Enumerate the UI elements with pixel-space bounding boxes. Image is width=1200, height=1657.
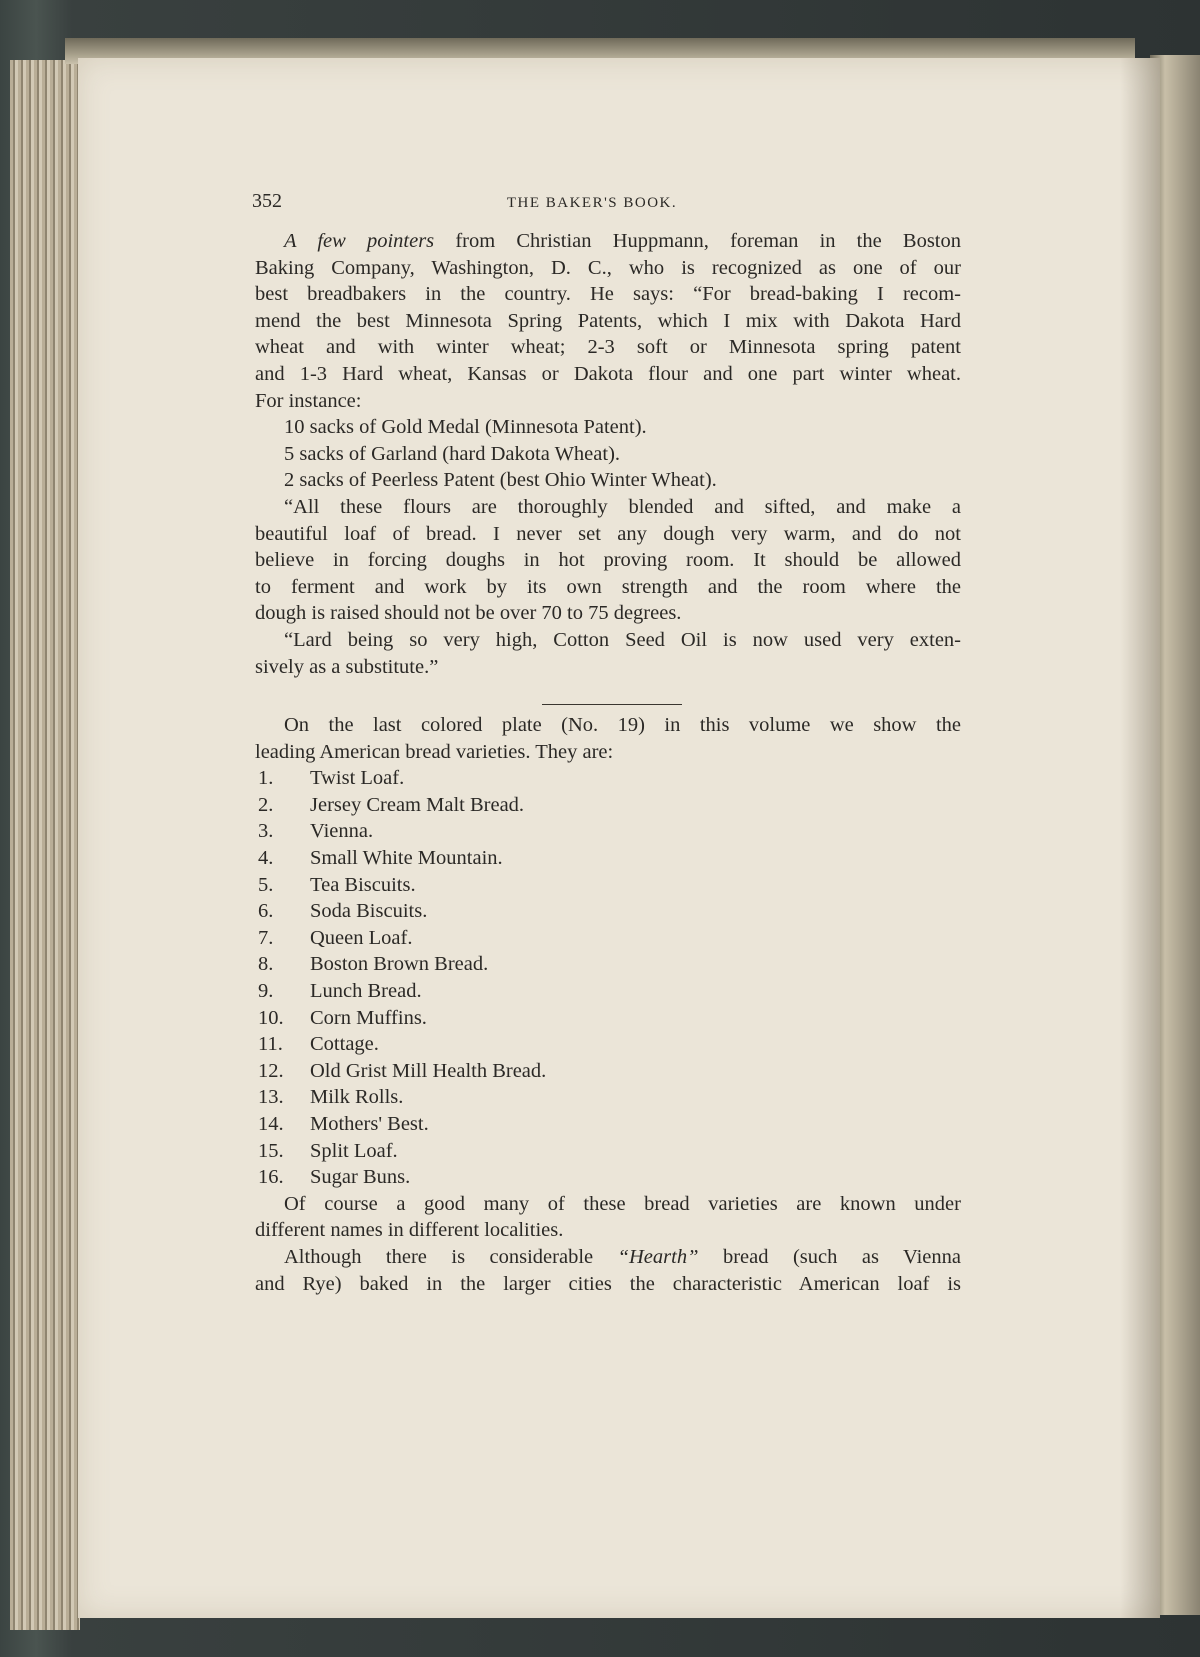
text-segment: sively as a substitute.” [255, 655, 439, 678]
bread-variety: Old Grist Mill Health Bread. [310, 1059, 547, 1082]
text-segment: beautiful loaf of bread. I never set any dough very warm, and do not [255, 522, 961, 545]
paragraph-line [255, 741, 961, 764]
paragraph-line [255, 602, 961, 625]
text-segment: On the last colored plate (No. 19) in this volume we show the [284, 714, 961, 736]
list-item [258, 1007, 964, 1030]
paragraph-line [284, 230, 961, 253]
text-segment: wheat and with winter wheat; 2-3 soft or Minnesota spring patent [255, 336, 961, 359]
paragraph-line [255, 1219, 961, 1242]
list-item [258, 1166, 964, 1189]
bread-variety: Queen Loaf. [310, 926, 413, 949]
text-segment: bread (such as Vienna [698, 1246, 961, 1268]
text-segment: dough is raised should not be over 70 to 75 degrees. [255, 602, 682, 625]
list-item [258, 980, 964, 1003]
text-segment: from Christian Huppmann, foreman in the Boston [434, 230, 961, 252]
paragraph-line [255, 363, 961, 386]
list-number: 13. [258, 1086, 284, 1109]
text-segment: Baking Company, Washington, D. C., who is recognized as one of our [255, 256, 961, 279]
text-segment: 5 sacks of Garland (hard Dakota Wheat). [284, 442, 621, 465]
text-segment: Of course a good many of these bread varieties are known under [284, 1192, 961, 1215]
paragraph-line [255, 656, 961, 679]
italic-text: “Hearth” [617, 1246, 699, 1268]
list-item [258, 874, 964, 897]
list-item [258, 847, 964, 870]
text-segment: best breadbakers in the country. He says: “For bread-baking I recom- [255, 283, 961, 306]
bread-variety: Soda Biscuits. [310, 900, 428, 923]
text-segment: and 1-3 Hard wheat, Kansas or Dakota flour and one part winter wheat. [255, 363, 961, 385]
section-divider [542, 704, 682, 705]
bread-variety: Split Loaf. [310, 1139, 398, 1162]
paragraph-line [255, 523, 961, 546]
list-number: 15. [258, 1139, 284, 1162]
bread-variety: Twist Loaf. [310, 767, 405, 790]
list-number: 7. [258, 926, 274, 949]
list-item [258, 1140, 964, 1163]
text-segment: 10 sacks of Gold Medal (Minnesota Patent). [284, 416, 647, 439]
paragraph-line [255, 310, 961, 333]
paragraph-line [284, 1193, 961, 1216]
paragraph-line [284, 1246, 961, 1269]
list-number: 1. [258, 767, 274, 790]
paragraph-line [284, 469, 961, 492]
list-number: 12. [258, 1059, 284, 1082]
paragraph-line [255, 576, 961, 599]
list-item [258, 1060, 964, 1083]
text-segment: 2 sacks of Peerless Patent (best Ohio Winter Wheat). [284, 469, 717, 492]
list-item [258, 794, 964, 817]
list-number: 8. [258, 953, 274, 976]
text-segment: to ferment and work by its own strength and the room where the [255, 575, 961, 598]
list-number: 10. [258, 1006, 284, 1029]
list-item [258, 953, 964, 976]
bread-variety: Jersey Cream Malt Bread. [310, 793, 525, 816]
paragraph-line [255, 257, 961, 280]
paragraph-line [284, 443, 961, 466]
list-number: 9. [258, 980, 274, 1002]
bread-variety: Lunch Bread. [310, 980, 422, 1002]
bread-variety: Vienna. [310, 820, 374, 843]
book-page [78, 58, 1160, 1618]
running-title: THE BAKER'S BOOK. [506, 195, 678, 211]
list-number: 2. [258, 793, 274, 816]
paragraph-line [284, 714, 961, 737]
list-number: 6. [258, 900, 274, 923]
text-segment: Although there is considerable [284, 1246, 618, 1268]
text-segment: “Lard being so very high, Cotton Seed Oil is now used very exten- [284, 629, 961, 651]
text-segment: and Rye) baked in the larger cities the characteristic American loaf is [255, 1272, 961, 1295]
paragraph-line [255, 283, 961, 306]
list-item [258, 927, 964, 950]
gutter-shadow [1120, 58, 1160, 1618]
paragraph-line [255, 390, 961, 413]
list-number: 4. [258, 847, 274, 869]
list-number: 5. [258, 873, 274, 896]
bread-variety: Tea Biscuits. [310, 873, 416, 896]
paragraph-line [284, 496, 961, 519]
paragraph-line [284, 629, 961, 652]
bread-variety: Milk Rolls. [310, 1086, 404, 1109]
list-item [258, 1113, 964, 1136]
list-item [258, 1033, 964, 1056]
paragraph-line [255, 336, 961, 359]
page-number: 352 [252, 190, 282, 212]
bread-variety: Small White Mountain. [310, 847, 503, 869]
bread-variety: Sugar Buns. [310, 1166, 411, 1189]
list-item [258, 767, 964, 790]
bread-variety: Corn Muffins. [310, 1006, 427, 1029]
paragraph-line [284, 416, 961, 439]
paragraph-line [255, 1273, 961, 1296]
list-number: 16. [258, 1166, 284, 1189]
list-item [258, 820, 964, 843]
text-segment: For instance: [255, 389, 362, 412]
bread-variety: Boston Brown Bread. [310, 953, 489, 976]
bread-variety: Mothers' Best. [310, 1113, 429, 1135]
text-segment: different names in different localities. [255, 1219, 564, 1242]
list-item [258, 900, 964, 923]
text-segment: “All these flours are thoroughly blended and sifted, and make a [284, 496, 961, 518]
list-number: 14. [258, 1113, 284, 1135]
page-header [252, 190, 962, 218]
text-segment: leading American bread varieties. They are: [255, 740, 614, 763]
list-number: 11. [258, 1033, 283, 1056]
list-item [258, 1086, 964, 1109]
italic-text: A few pointers [284, 230, 435, 252]
list-number: 3. [258, 820, 274, 843]
text-segment: believe in forcing doughs in hot proving room. It should be allowed [255, 549, 961, 572]
text-segment: mend the best Minnesota Spring Patents, which I mix with Dakota Hard [255, 309, 961, 332]
paragraph-line [255, 549, 961, 572]
bread-variety: Cottage. [310, 1033, 379, 1056]
page-edges [10, 60, 80, 1630]
